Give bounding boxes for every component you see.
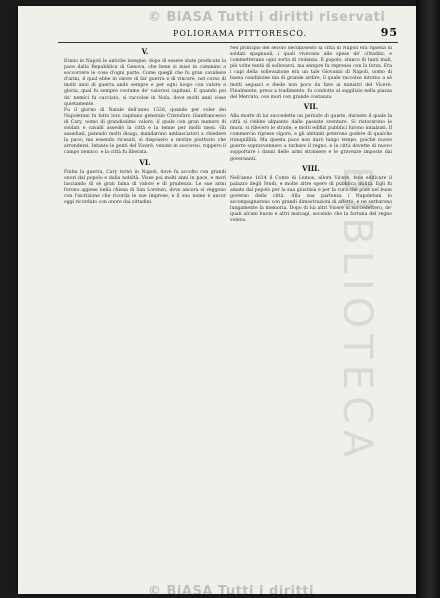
paragraph: Alla morte di lui succedette un periodo di quiete, durante il quale la città si riebbe alquanto dalle passate sventure. Si ristorarono le mura, si rifecero le strade, e molti edifizi pubblici furono innalzati. Il commercio riprese vigore, e gli abitanti poterono godere di qualche tranquillità. Ma questa pace non durò lungo tempo, poiché nuove guerre sopravvennero a turbare il regno, e la città dovette di nuovo sopportare i danni delle armi straniere e le gravezze imposte dai governanti. [230, 113, 392, 162]
text-column-right [230, 46, 392, 576]
watermark-top: © BiASA Tutti i diritti riservati [148, 10, 386, 25]
section-heading: VIII. [302, 163, 320, 173]
paragraph: Fu il giorno di Natale dell'anno 1528, quando per voler dei Napoletani fu fatto loro capitano generale Cristofaro Gianfrancesco di Cary, uomo di grandissimo valore, il quale con gran numero di soldati e cavalli assediò la città e la tenne per molti mesi. Gli assediati, patendo molti disagi, mandarono ambasciatori a chiedere la pace; ma essendo ricusati, si disposero a morire piuttosto che arrendersi. Intanto le genti del Vicerè, venute in soccorso, ruppero il campo nemico, e la città fu liberata. [64, 107, 226, 156]
header-right: PITTORESCO. [238, 29, 308, 38]
watermark-bottom: © BiASA Tutti i diritti [148, 584, 315, 594]
paragraph: Finita la guerra, Cary tornò in Napoli, dove fu accolto con grandi onori dal popolo e dalla nobiltà. Visse poi molti anni in pace, e morì lasciando di sè gran fama di valore e di prudenza. Le sue armi furono appese nella chiesa di San Lorenzo, dove ancora si veggono con l'iscrizione che ricorda le sue imprese, e il suo nome è ancor oggi ricordato con onore dai cittadini. [64, 169, 226, 205]
paragraph: Erano in Napoli le antiche insegne, dopo di essere state predicate la pace dalla Repubblica di Genova, che bene si mise in cammino a soccorrere le cose d'ogni parte. Come quegli che fu gran cavaliere d'armi, il qual ebbe in onore di far guerra e di vincere, nel corso di molti anni di guerra andò sempre e per ogni luogo con valore e gloria, qual fu sempre costume de' valorosi capitani. E quando poi da' nemici fu cacciato, si raccolse in Nola, dove molti anni visse quietamente. [64, 59, 226, 107]
paragraph: Nell'anno 1614 il Conte di Lemos, allora Vicerè, fece edificare il palazzo degli Studi, e molte altre opere di pubblica utilità. Egli fu amato dal popolo per la sua giustizia e per la cura che pose nel buon governo della città. Alla sua partenza i Napoletani lo accompagnarono con grandi dimostrazioni di affetto, e ne serbarono lungamente la memoria. Dopo di lui altri Vicerè si succedettero, de' quali alcuni buoni e altri malvagi, secondo che la fortuna del regno voleva. [230, 175, 392, 224]
book-binding [416, 0, 440, 598]
section-heading: VII. [303, 101, 319, 111]
section-heading: VI. [139, 157, 151, 167]
watermark-side: BIBLIOTECA [334, 166, 380, 464]
paragraph: Nel principio del secolo decimosesto la città di Napoli era ripiena di soldati spagnuoli, i quali vivevano alle spese de' cittadini, e commettevano ogni sorta di violenza. Il popolo, stanco di tanti mali, più volte tentò di sollevarsi, ma sempre fu represso con la forza. Fra i capi della sollevazione era un tale Giovanni di Napoli, uomo di bassa condizione ma di grande ardire, il quale raccolse intorno a sè molti seguaci e diede non poco da fare ai ministri del Vicerè. Finalmente, preso a tradimento, fu condotto al supplizio nella piazza del Mercato, ove morì con grande costanza. [230, 46, 392, 100]
document-page [18, 6, 416, 594]
section-heading: V. [141, 47, 149, 56]
running-header [58, 26, 398, 43]
page-number: 95 [380, 26, 398, 39]
header-left: POLIORAMA [173, 29, 235, 38]
text-column-left [64, 46, 226, 576]
